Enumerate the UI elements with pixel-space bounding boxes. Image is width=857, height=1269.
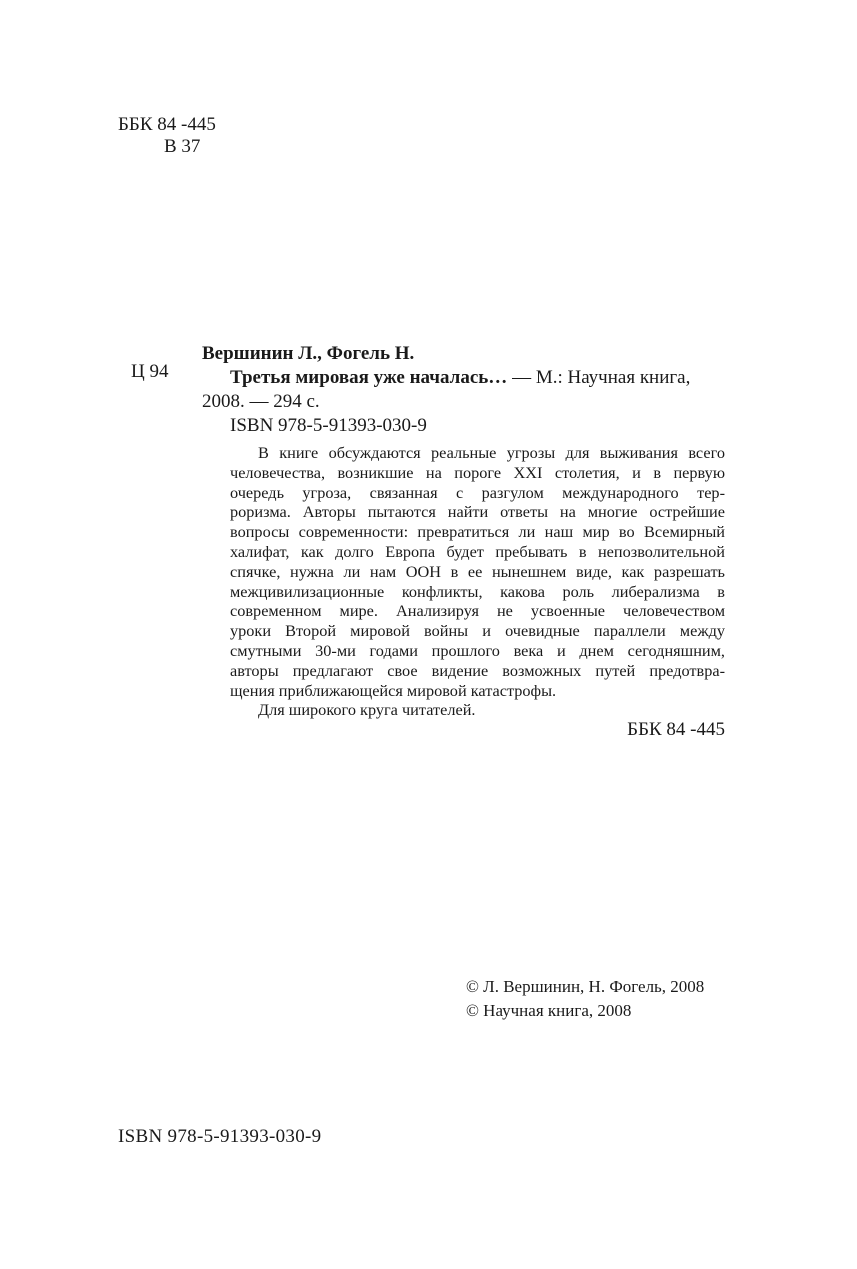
annotation-text (230, 443, 725, 700)
classification-block (118, 114, 216, 158)
annotation-audience: Для широкого круга читателей. (258, 700, 476, 720)
annotation-line: уроки Второй мировой войны и очевидные параллели между (230, 621, 725, 641)
annotation-line: человечества, возникшие на пороге XXI столетия, и в первую (230, 462, 725, 482)
annotation-line: авторы предлагают свое видение возможных путей предотвра- (230, 660, 725, 680)
annotation-line: современном мире. Анализируя не усвоенные человечеством (230, 601, 725, 621)
card-publication: — М.: Научная книга, (507, 367, 691, 388)
annotation-line: В книге обсуждаются реальные угрозы для выживания всего (258, 443, 725, 462)
catalog-card (202, 342, 726, 438)
annotation-line: вопросы современности: превратиться ли наш мир во Всемирный (230, 522, 725, 542)
annotation-line: спячке, нужна ли нам ООН в ее нынешнем виде, как разрешать (230, 561, 725, 581)
card-year-pages: 2008. — 294 с. (202, 391, 320, 412)
annotation (230, 443, 725, 720)
isbn-bottom: ISBN 978-5-91393-030-9 (118, 1126, 322, 1147)
card-title: Третья мировая уже началась… (230, 367, 508, 388)
annotation-line: межцивилизационные конфликты, какова роль либерализма в (230, 581, 725, 601)
card-authors: Вершинин Л., Фогель Н. (202, 343, 415, 364)
copyright-publisher: © Научная книга, 2008 (466, 1001, 632, 1020)
annotation-line: смутными 30-ми годами прошлого века и днем сегодняшним, (230, 640, 725, 660)
author-mark: В 37 (164, 136, 201, 157)
annotation-line: роризма. Авторы пытаются найти ответы на многие острейшие (230, 502, 725, 522)
annotation-line: халифат, как долго Европа будет пребывать в непозволительной (230, 541, 725, 561)
cutter-code: Ц 94 (131, 361, 169, 382)
annotation-line: очередь угроза, связанная с разгулом международного тер- (230, 482, 725, 502)
card-title-line (202, 366, 726, 390)
bbk-code: ББК 84 -445 (118, 114, 216, 135)
card-isbn: ISBN 978-5-91393-030-9 (230, 415, 427, 436)
copyright-block (466, 975, 704, 1023)
annotation-line: щения приближающейся мировой катастрофы. (230, 680, 557, 700)
copyright-authors: © Л. Вершинин, Н. Фогель, 2008 (466, 977, 705, 996)
bbk-code-bottom: ББК 84 -445 (627, 719, 725, 740)
